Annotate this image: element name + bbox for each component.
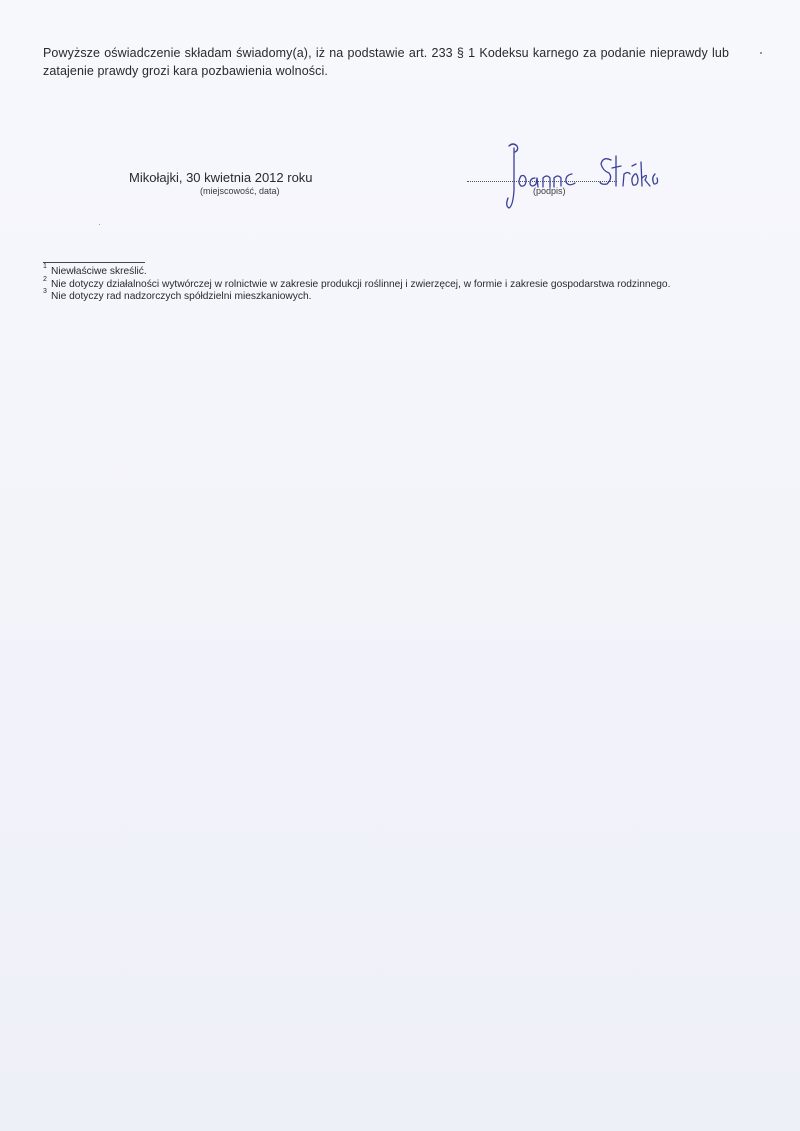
- footnote-marker: 2: [43, 275, 47, 283]
- footnote: [43, 288, 713, 304]
- footnote: [43, 263, 713, 279]
- footnote-separator: [43, 262, 145, 263]
- scan-speck: [760, 52, 762, 54]
- footnote: [43, 275, 713, 292]
- footnote-text: Niewłaściwe skreślić.: [51, 266, 147, 277]
- place-date-caption: (miejscowość, data): [200, 186, 280, 196]
- footnote-text: Nie dotyczy rad nadzorczych spółdzielni mieszkaniowych.: [51, 291, 312, 302]
- place-date: Mikołajki, 30 kwietnia 2012 roku: [129, 170, 313, 185]
- signature-caption: (podpis): [533, 186, 566, 196]
- footnote-marker: 1: [43, 263, 47, 270]
- footnote-marker: 3: [43, 288, 47, 295]
- footnote-text: Nie dotyczy działalności wytwórczej w rolnictwie w zakresie produkcji roślinnej i zwierzęcej, w formie i zakresie gospodarstwa rodzinnego.: [51, 278, 671, 290]
- scan-speck: [99, 224, 100, 225]
- footnotes: [43, 263, 713, 304]
- statement-paragraph: Powyższe oświadczenie składam świadomy(a), iż na podstawie art. 233 § 1 Kodeksu karnego za podanie nieprawdy lub zatajenie prawdy grozi kara pozbawienia wolności.: [43, 46, 729, 78]
- handwritten-signature: [495, 138, 670, 218]
